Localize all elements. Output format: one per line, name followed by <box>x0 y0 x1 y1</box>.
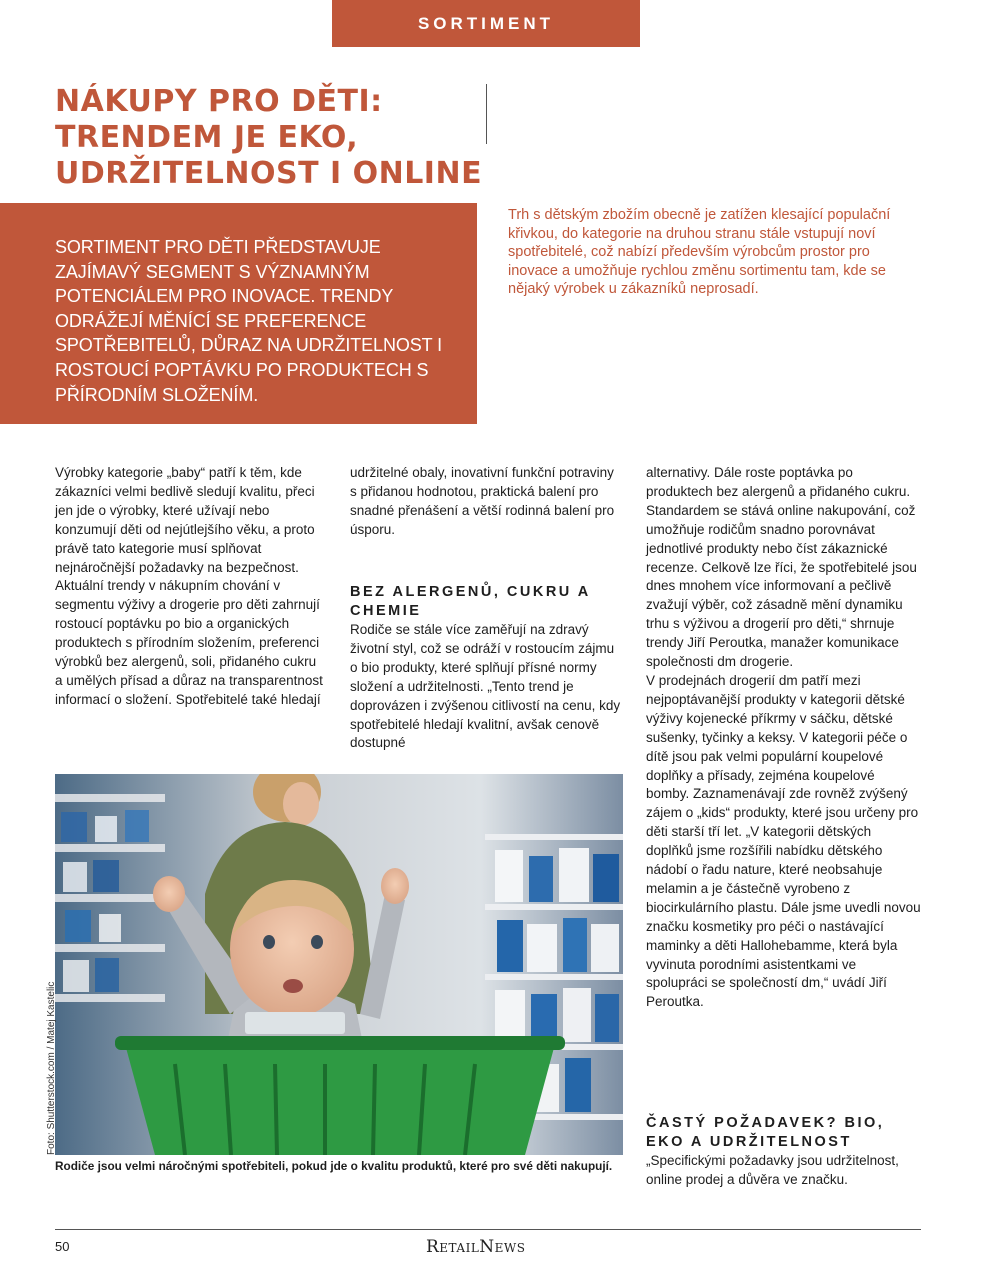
subheading-bio-eco: ČASTÝ POŽADAVEK? BIO, EKO A UDRŽITELNOST <box>646 1115 885 1150</box>
column-3-paragraph-2: V prodejnách drogerií dm patří mezi nejpoptávanější produkty v kategorii dětské výživy kojenecké příkrmy v sáčku, dětské sušenky, tyčinky a keksy. V kategorii péče o dítě jsou pak velmi populární koupelové doplňky a přísady, zejména koupelové bomby. Zaznamenávají zde rovněž zvýšený zájem o „kids“ produkty, které jsou určeny pro děti starší tří let. „V kategorii dětských doplňků jsme rozšířili nabídku dětského nádobí o řadu nature, které neobsahuje melamin a je částečně vyrobeno z biocirkulárního plastu. Dále jsme uvedli novou značku kosmetiky pro péči o nastávající maminky a děti Hallohebamme, která byla vyvinuta porodními asistentkami ve spolupráci se společností dm,“ uvádí Jiří Peroutka. <box>646 672 921 1010</box>
page-number: 50 <box>55 1239 70 1254</box>
column-3 <box>646 464 921 1012</box>
column-1 <box>55 464 323 710</box>
footer-divider <box>55 1229 921 1230</box>
publication-logo: RetailNews <box>426 1237 526 1257</box>
photo-credit: Foto: Shutterstock.com / Matej Kastelic <box>46 981 57 1155</box>
subheading-allergens: BEZ ALERGENŮ, CUKRU A CHEMIE <box>350 584 591 619</box>
column-1-paragraph-2: Aktuální trendy v nákupním chování v segmentu výživy a drogerie pro děti zahrnují rostoucí poptávku po bio a organických produktech s přírodním složením, preferenci výrobků bez alergenů, soli, přidaného cukru a umělých přísad a důraz na transparentnost informací o složení. Spotřebitelé také hledají <box>55 578 323 707</box>
column-2-continued <box>350 621 624 753</box>
column-2-paragraph-1: udržitelné obaly, inovativní funkční potraviny s přidanou hodnotou, praktická balení pro snadné přenášení a větší rodinná balení pro úsporu. <box>350 465 615 537</box>
headline-divider <box>486 84 487 144</box>
photo-baby-in-shopping-cart <box>55 774 623 1155</box>
column-3-paragraph-3: „Specifickými požadavky jsou udržitelnost, online prodej a důvěra ve značku. <box>646 1153 899 1187</box>
column-3-continued <box>646 1152 921 1190</box>
column-3-paragraph-1: alternativy. Dále roste poptávka po produktech bez alergenů a přidaného cukru. Standardem se stává online nakupování, což umožňuje rodičům snadno porovnávat jednotlivé produkty nebo číst zákaznické recenze. Celkově lze říci, že spotřebitelé jsou dnes mnohem více informovaní a pečlivě zvažují výběr, což zásadně mění dynamiku trhu s výživou a drogerií pro děti,“ shrnuje trendy Jiří Peroutka, manažer komunikace společnosti dm drogerie. <box>646 465 917 670</box>
lead-text: SORTIMENT PRO DĚTI PŘEDSTAVUJE ZAJÍMAVÝ SEGMENT S VÝZNAMNÝM POTENCIÁLEM PRO INOVACE. TRENDY ODRÁŽEJÍ MĚNÍCÍ SE PREFERENCE SPOTŘEBITELŮ, DŮRAZ NA UDRŽITELNOST I ROSTOUCÍ POPTÁVKU PO PRODUKTECH S PŘÍRODNÍM SLOŽENÍM. <box>55 237 443 405</box>
column-2-paragraph-2: Rodiče se stále více zaměřují na zdravý životní styl, což se odráží v rostoucím zájmu o bio produkty, které splňují přísné normy složení a udržitelnosti. „Tento trend je doprovázen i zvýšenou citlivostí na cenu, kdy spotřebitelé hledají kvalitní, avšak cenově dostupné <box>350 622 621 751</box>
lead-box <box>0 203 477 424</box>
photo-caption: Rodiče jsou velmi náročnými spotřebiteli, pokud jde o kvalitu produktů, které pro své děti nakupují. <box>55 1159 613 1173</box>
intro-text: Trh s dětským zbožím obecně je zatížen klesající populační křivkou, do kategorie na druhou stranu stále vstupují noví spotřebitelé, což nabízí především výrobcům prostor pro inovace a umožňuje rychlou změnu sortimentu tam, kde se nějaký výrobek u zákazníků neprosadí. <box>508 207 891 298</box>
column-1-paragraph-1: Výrobky kategorie „baby“ patří k těm, kde zákazníci velmi bedlivě sledují kvalitu, přeci jen jde o výrobky, které užívají nebo konzumují děti od nejútlejšího věku, a proto právě tato kategorie musí splňovat nejnáročnější požadavky na bezpečnost. <box>55 465 315 575</box>
section-tag: SORTIMENT <box>332 0 640 47</box>
column-2 <box>350 464 624 540</box>
headline: NÁKUPY PRO DĚTI: TRENDEM JE EKO, UDRŽITELNOST I ONLINE <box>55 84 483 191</box>
